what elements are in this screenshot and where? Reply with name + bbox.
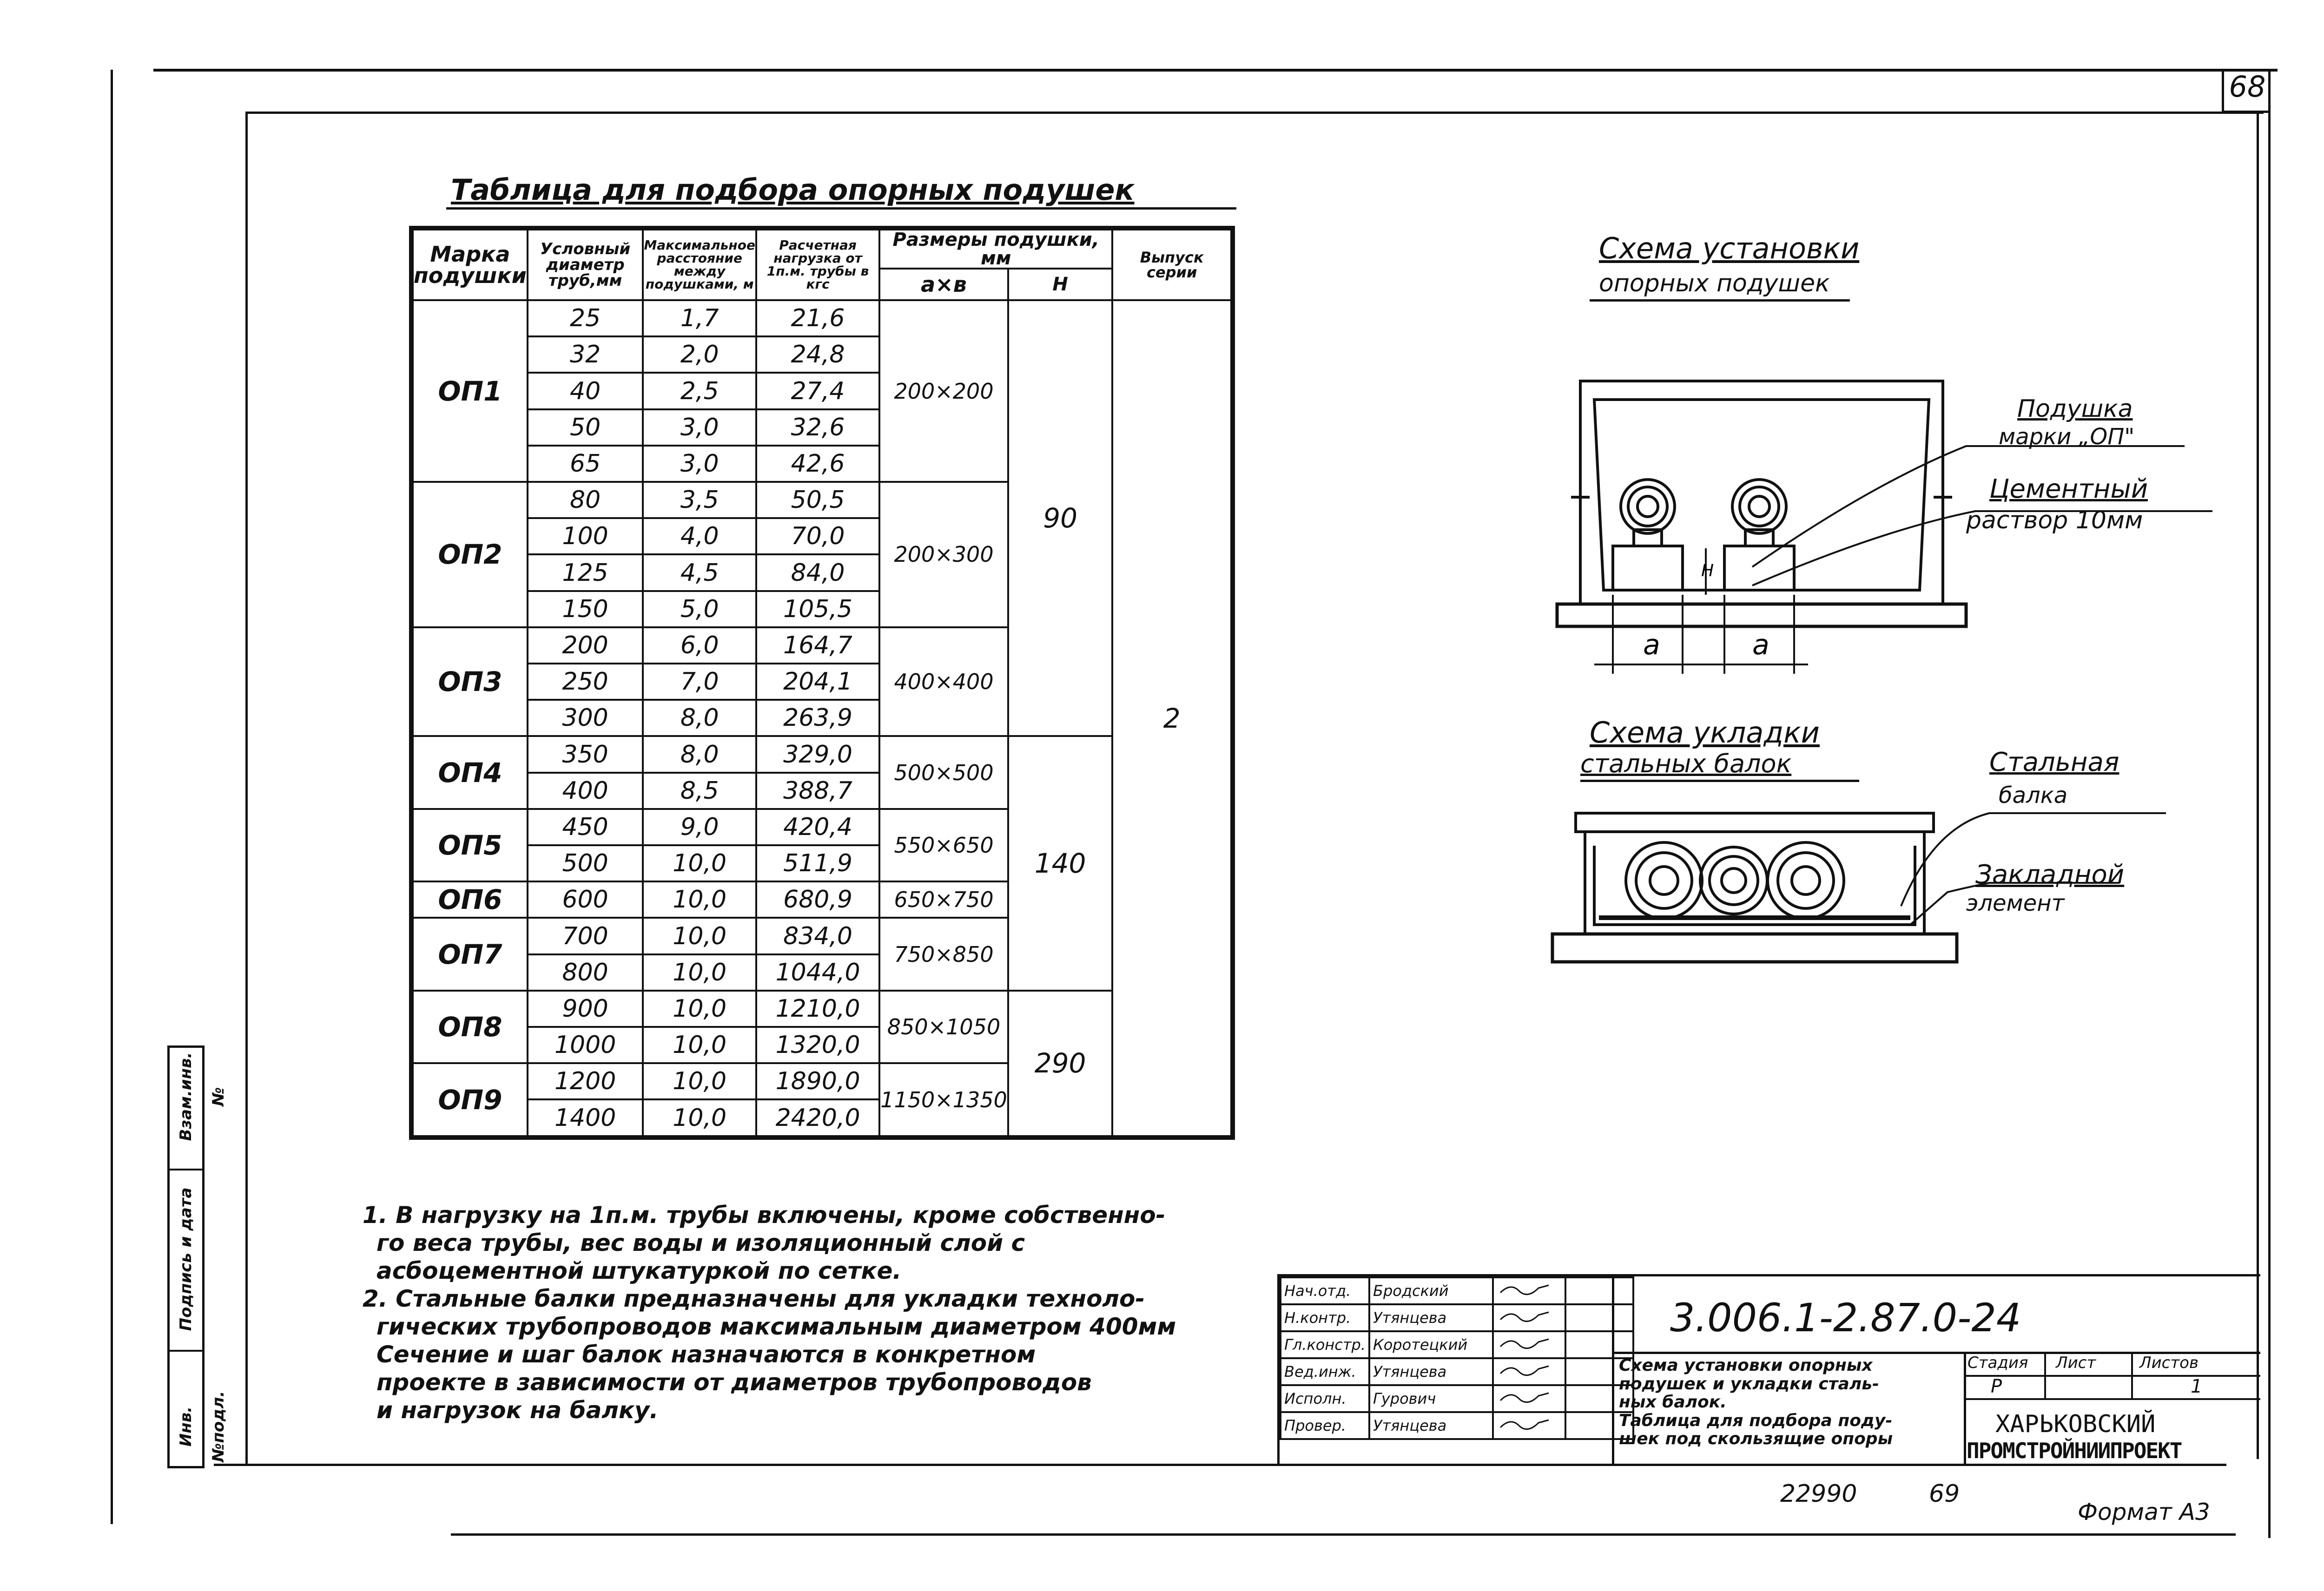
scheme2-drawing bbox=[1548, 799, 2245, 994]
cell-distance: 2,0 bbox=[643, 336, 756, 373]
role-title: Н.контр. bbox=[1281, 1304, 1369, 1331]
title-block-roles bbox=[1280, 1276, 1634, 1440]
cell-diameter: 1000 bbox=[528, 1027, 643, 1063]
cell-load: 204,1 bbox=[756, 664, 879, 700]
cell-brand: ОП8 bbox=[413, 991, 528, 1063]
title-block bbox=[1277, 1274, 2260, 1466]
header-axb: а×в bbox=[879, 269, 1008, 300]
cell-load: 834,0 bbox=[756, 918, 879, 954]
header-sizes: Размеры подушки, мм bbox=[879, 230, 1112, 269]
cell-diameter: 50 bbox=[528, 409, 643, 446]
role-date bbox=[1565, 1331, 1633, 1358]
cell-diameter: 800 bbox=[528, 954, 643, 991]
cell-diameter: 32 bbox=[528, 336, 643, 373]
cell-diameter: 1400 bbox=[528, 1099, 643, 1136]
description-line: подушек и укладки сталь- bbox=[1619, 1374, 1879, 1394]
cell-brand: ОП4 bbox=[413, 736, 528, 809]
label-beam-line2: балка bbox=[1999, 782, 2068, 809]
role-signature bbox=[1493, 1358, 1565, 1385]
role-person: Бродский bbox=[1369, 1277, 1493, 1304]
cell-diameter: 100 bbox=[528, 518, 643, 554]
cell-distance: 8,0 bbox=[643, 700, 756, 736]
cell-distance: 8,0 bbox=[643, 736, 756, 772]
description-line: Схема установки опорных bbox=[1619, 1356, 1873, 1375]
cell-distance: 6,0 bbox=[643, 627, 756, 664]
cell-distance: 1,7 bbox=[643, 300, 756, 336]
selection-table-body bbox=[413, 300, 1231, 1136]
cell-diameter: 600 bbox=[528, 881, 643, 918]
role-row bbox=[1281, 1358, 1633, 1385]
scheme1-title-line2: опорных подушек bbox=[1599, 270, 1830, 297]
cell-distance: 10,0 bbox=[643, 991, 756, 1027]
cell-diameter: 40 bbox=[528, 373, 643, 409]
stage-label: Стадия bbox=[1967, 1354, 2028, 1372]
cell-load: 329,0 bbox=[756, 736, 879, 772]
note-line: асбоцементной штукатуркой по сетке. bbox=[376, 1257, 902, 1284]
note-line: го веса трубы, вес воды и изоляционный слой с bbox=[376, 1229, 1025, 1256]
description-line: ных балок. bbox=[1619, 1393, 1727, 1412]
cell-distance: 10,0 bbox=[643, 1099, 756, 1136]
cell-diameter: 350 bbox=[528, 736, 643, 772]
cell-distance: 10,0 bbox=[643, 918, 756, 954]
note-line: гических трубопроводов максимальным диаметром 400мм bbox=[376, 1313, 1176, 1340]
cell-diameter: 400 bbox=[528, 773, 643, 809]
cell-distance: 5,0 bbox=[643, 591, 756, 627]
cell-distance: 4,0 bbox=[643, 518, 756, 554]
cell-diameter: 80 bbox=[528, 482, 643, 518]
footer-page: 69 bbox=[1929, 1480, 1960, 1508]
side-stamp bbox=[167, 1045, 228, 1468]
scheme2-title-line1: Схема укладки bbox=[1590, 716, 1820, 749]
cell-diameter: 125 bbox=[528, 554, 643, 591]
cell-size: 850×1050 bbox=[879, 991, 1008, 1063]
code-divider bbox=[1612, 1276, 1614, 1466]
selection-table-grid bbox=[412, 229, 1232, 1137]
cell-distance: 9,0 bbox=[643, 809, 756, 845]
doc-description bbox=[1619, 1356, 1972, 1448]
signature-scribble bbox=[1497, 1334, 1552, 1352]
cushion-left bbox=[1613, 546, 1683, 590]
cell-brand: ОП5 bbox=[413, 809, 528, 881]
outer-frame-bottom bbox=[451, 1533, 2236, 1536]
table-title-underline bbox=[446, 207, 1236, 210]
label-cushion-line1: Подушка bbox=[2017, 395, 2133, 423]
cell-diameter: 150 bbox=[528, 591, 643, 627]
cell-distance: 4,5 bbox=[643, 554, 756, 591]
signature-scribble bbox=[1497, 1307, 1552, 1325]
side-stamp-divider bbox=[170, 1350, 202, 1352]
inner-frame-left bbox=[245, 112, 248, 1464]
side-stamp-sign: Подпись и дата bbox=[177, 1187, 195, 1331]
cell-load: 511,9 bbox=[756, 845, 879, 881]
cell-diameter: 900 bbox=[528, 991, 643, 1027]
cell-distance: 3,0 bbox=[643, 446, 756, 482]
cell-distance: 10,0 bbox=[643, 845, 756, 881]
base-slab bbox=[1557, 604, 1966, 626]
side-stamp-inv: Инв.№подл. bbox=[177, 1391, 228, 1462]
description-line: Таблица для подбора поду- bbox=[1619, 1411, 1893, 1430]
stage-row1 bbox=[1964, 1375, 2260, 1377]
cell-load: 27,4 bbox=[756, 373, 879, 409]
role-row bbox=[1281, 1412, 1633, 1439]
cell-load: 1890,0 bbox=[756, 1063, 879, 1099]
cell-load: 32,6 bbox=[756, 409, 879, 446]
label-cushion-line2: марки „ОП" bbox=[1999, 424, 2135, 450]
cell-load: 1320,0 bbox=[756, 1027, 879, 1063]
footer-inv: 22990 bbox=[1780, 1480, 1857, 1508]
cell-size: 400×400 bbox=[879, 627, 1008, 736]
description-line: шек под скользящие опоры bbox=[1619, 1429, 1893, 1449]
table-title: Таблица для подбора опорных подушек bbox=[451, 173, 1135, 207]
role-signature bbox=[1493, 1412, 1565, 1439]
selection-table bbox=[409, 226, 1235, 1140]
role-person: Утянцева bbox=[1369, 1358, 1493, 1385]
role-row bbox=[1281, 1331, 1633, 1358]
note-line: и нагрузок на балку. bbox=[376, 1397, 659, 1424]
cell-distance: 10,0 bbox=[643, 881, 756, 918]
label-mortar-line1: Цементный bbox=[1989, 474, 2148, 504]
table-row bbox=[413, 991, 1231, 1027]
cell-load: 420,4 bbox=[756, 809, 879, 845]
sheets-value: 1 bbox=[2191, 1376, 2203, 1397]
sheets-label: Листов bbox=[2139, 1354, 2199, 1372]
header-brand: Марка подушки bbox=[413, 230, 528, 300]
stage-value: Р bbox=[1991, 1376, 2002, 1397]
cell-diameter: 500 bbox=[528, 845, 643, 881]
cell-load: 1044,0 bbox=[756, 954, 879, 991]
notes bbox=[363, 1201, 1269, 1424]
cell-size: 750×850 bbox=[879, 918, 1008, 990]
outer-frame-right bbox=[2268, 70, 2271, 1538]
signature-scribble bbox=[1497, 1414, 1552, 1433]
role-row bbox=[1281, 1304, 1633, 1331]
header-h: Н bbox=[1008, 269, 1113, 300]
cell-load: 50,5 bbox=[756, 482, 879, 518]
cell-load: 105,5 bbox=[756, 591, 879, 627]
cell-load: 24,8 bbox=[756, 336, 879, 373]
sheet-label: Лист bbox=[2056, 1354, 2096, 1372]
cell-series: 2 bbox=[1112, 300, 1231, 1136]
role-row bbox=[1281, 1385, 1633, 1412]
role-person: Утянцева bbox=[1369, 1412, 1493, 1439]
side-stamp-divider bbox=[170, 1169, 202, 1170]
role-title: Исполн. bbox=[1281, 1385, 1369, 1412]
cell-diameter: 300 bbox=[528, 700, 643, 736]
role-signature bbox=[1493, 1277, 1565, 1304]
org-name-line1: ХАРЬКОВСКИЙ bbox=[1995, 1410, 2156, 1438]
cell-diameter: 700 bbox=[528, 918, 643, 954]
cell-h: 290 bbox=[1008, 991, 1113, 1136]
cell-distance: 10,0 bbox=[643, 1027, 756, 1063]
cell-load: 263,9 bbox=[756, 700, 879, 736]
cell-h: 140 bbox=[1008, 736, 1113, 990]
cell-size: 650×750 bbox=[879, 881, 1008, 918]
inner-frame-right bbox=[2257, 112, 2259, 1459]
cell-load: 70,0 bbox=[756, 518, 879, 554]
label-embed-line2: элемент bbox=[1966, 890, 2065, 916]
org-name-line2: ПРОМСТРОЙНИИПРОЕКТ bbox=[1967, 1438, 2182, 1463]
cell-h: 90 bbox=[1008, 300, 1113, 736]
note-line: 2. Стальные балки предназначены для укладки техноло- bbox=[363, 1285, 1145, 1312]
role-person: Утянцева bbox=[1369, 1304, 1493, 1331]
header-load: Расчетная нагрузка от 1п.м. трубы в кгс bbox=[756, 230, 879, 300]
cell-load: 42,6 bbox=[756, 446, 879, 482]
cell-load: 21,6 bbox=[756, 300, 879, 336]
role-date bbox=[1565, 1277, 1633, 1304]
outer-frame-left bbox=[111, 70, 113, 1524]
label-embed-line1: Закладной bbox=[1975, 860, 2125, 890]
label-mortar-line2: раствор 10мм bbox=[1966, 506, 2143, 534]
cell-load: 164,7 bbox=[756, 627, 879, 664]
cell-diameter: 1200 bbox=[528, 1063, 643, 1099]
role-date bbox=[1565, 1304, 1633, 1331]
stage-col2 bbox=[2131, 1352, 2133, 1398]
cell-load: 84,0 bbox=[756, 554, 879, 591]
cell-load: 1210,0 bbox=[756, 991, 879, 1027]
note-line: Сечение и шаг балок назначаются в конкретном bbox=[376, 1341, 1036, 1368]
scheme1-title-underline bbox=[1590, 299, 1850, 302]
cell-brand: ОП6 bbox=[413, 881, 528, 918]
signature-scribble bbox=[1497, 1361, 1552, 1379]
header-diameter: Условный диаметр труб,мм bbox=[528, 230, 643, 300]
stage-row2 bbox=[1964, 1398, 2260, 1400]
cell-size: 200×200 bbox=[879, 300, 1008, 482]
cell-diameter: 25 bbox=[528, 300, 643, 336]
signature-scribble bbox=[1497, 1387, 1552, 1406]
role-title: Провер. bbox=[1281, 1412, 1369, 1439]
cell-distance: 7,0 bbox=[643, 664, 756, 700]
side-stamp-replace: Взам.инв.№ bbox=[177, 1052, 228, 1141]
role-person: Коротецкий bbox=[1369, 1331, 1493, 1358]
cell-distance: 10,0 bbox=[643, 954, 756, 991]
cell-load: 388,7 bbox=[756, 773, 879, 809]
cell-diameter: 450 bbox=[528, 809, 643, 845]
header-series: Выпуск серии bbox=[1112, 230, 1231, 300]
cell-diameter: 200 bbox=[528, 627, 643, 664]
cell-load: 680,9 bbox=[756, 881, 879, 918]
scheme2-title-line2: стальных балок bbox=[1580, 749, 1792, 778]
role-title: Гл.констр. bbox=[1281, 1331, 1369, 1358]
scheme1-title-line1: Схема установки bbox=[1599, 231, 1860, 265]
cell-brand: ОП2 bbox=[413, 482, 528, 627]
stage-col1 bbox=[2044, 1352, 2046, 1398]
doc-code: 3.006.1-2.87.0-24 bbox=[1670, 1295, 2021, 1341]
signature-scribble bbox=[1497, 1280, 1552, 1298]
cell-brand: ОП3 bbox=[413, 627, 528, 736]
stage-divider bbox=[1964, 1352, 1966, 1466]
dim-h: Н bbox=[1701, 561, 1714, 580]
roles-table bbox=[1281, 1277, 1633, 1439]
cell-size: 200×300 bbox=[879, 482, 1008, 627]
role-row bbox=[1281, 1277, 1633, 1304]
cell-distance: 10,0 bbox=[643, 1063, 756, 1099]
table-row bbox=[413, 736, 1231, 772]
role-person: Гурович bbox=[1369, 1385, 1493, 1412]
cell-diameter: 65 bbox=[528, 446, 643, 482]
dim-a-left: а bbox=[1643, 629, 1660, 661]
cell-brand: ОП9 bbox=[413, 1063, 528, 1136]
inner-frame-top bbox=[246, 112, 2264, 114]
cell-load: 2420,0 bbox=[756, 1099, 879, 1136]
footer-format: Формат А3 bbox=[2078, 1499, 2210, 1525]
dim-a-right: а bbox=[1752, 629, 1769, 661]
role-signature bbox=[1493, 1331, 1565, 1358]
label-beam-line1: Стальная bbox=[1989, 747, 2119, 777]
cell-distance: 2,5 bbox=[643, 373, 756, 409]
cell-brand: ОП7 bbox=[413, 918, 528, 990]
role-title: Нач.отд. bbox=[1281, 1277, 1369, 1304]
cell-distance: 8,5 bbox=[643, 773, 756, 809]
role-signature bbox=[1493, 1385, 1565, 1412]
role-title: Вед.инж. bbox=[1281, 1358, 1369, 1385]
cell-distance: 3,0 bbox=[643, 409, 756, 446]
role-signature bbox=[1493, 1304, 1565, 1331]
cell-size: 500×500 bbox=[879, 736, 1008, 809]
base-slab-2 bbox=[1552, 934, 1957, 962]
outer-frame-top bbox=[153, 69, 2278, 72]
note-line: 1. В нагрузку на 1п.м. трубы включены, кроме собственно- bbox=[363, 1202, 1166, 1229]
cell-distance: 3,5 bbox=[643, 482, 756, 518]
note-line: проекте в зависимости от диаметров трубопроводов bbox=[376, 1369, 1092, 1396]
header-max-distance: Максимальное расстояние между подушками, м bbox=[643, 230, 756, 300]
scheme2-title-underline bbox=[1580, 780, 1859, 782]
table-row bbox=[413, 300, 1231, 336]
cell-size: 550×650 bbox=[879, 809, 1008, 881]
cell-size: 1150×1350 bbox=[879, 1063, 1008, 1136]
cell-brand: ОП1 bbox=[413, 300, 528, 482]
cell-diameter: 250 bbox=[528, 664, 643, 700]
sheet-number: 68 bbox=[2229, 70, 2266, 104]
cover-slab bbox=[1576, 813, 1934, 832]
